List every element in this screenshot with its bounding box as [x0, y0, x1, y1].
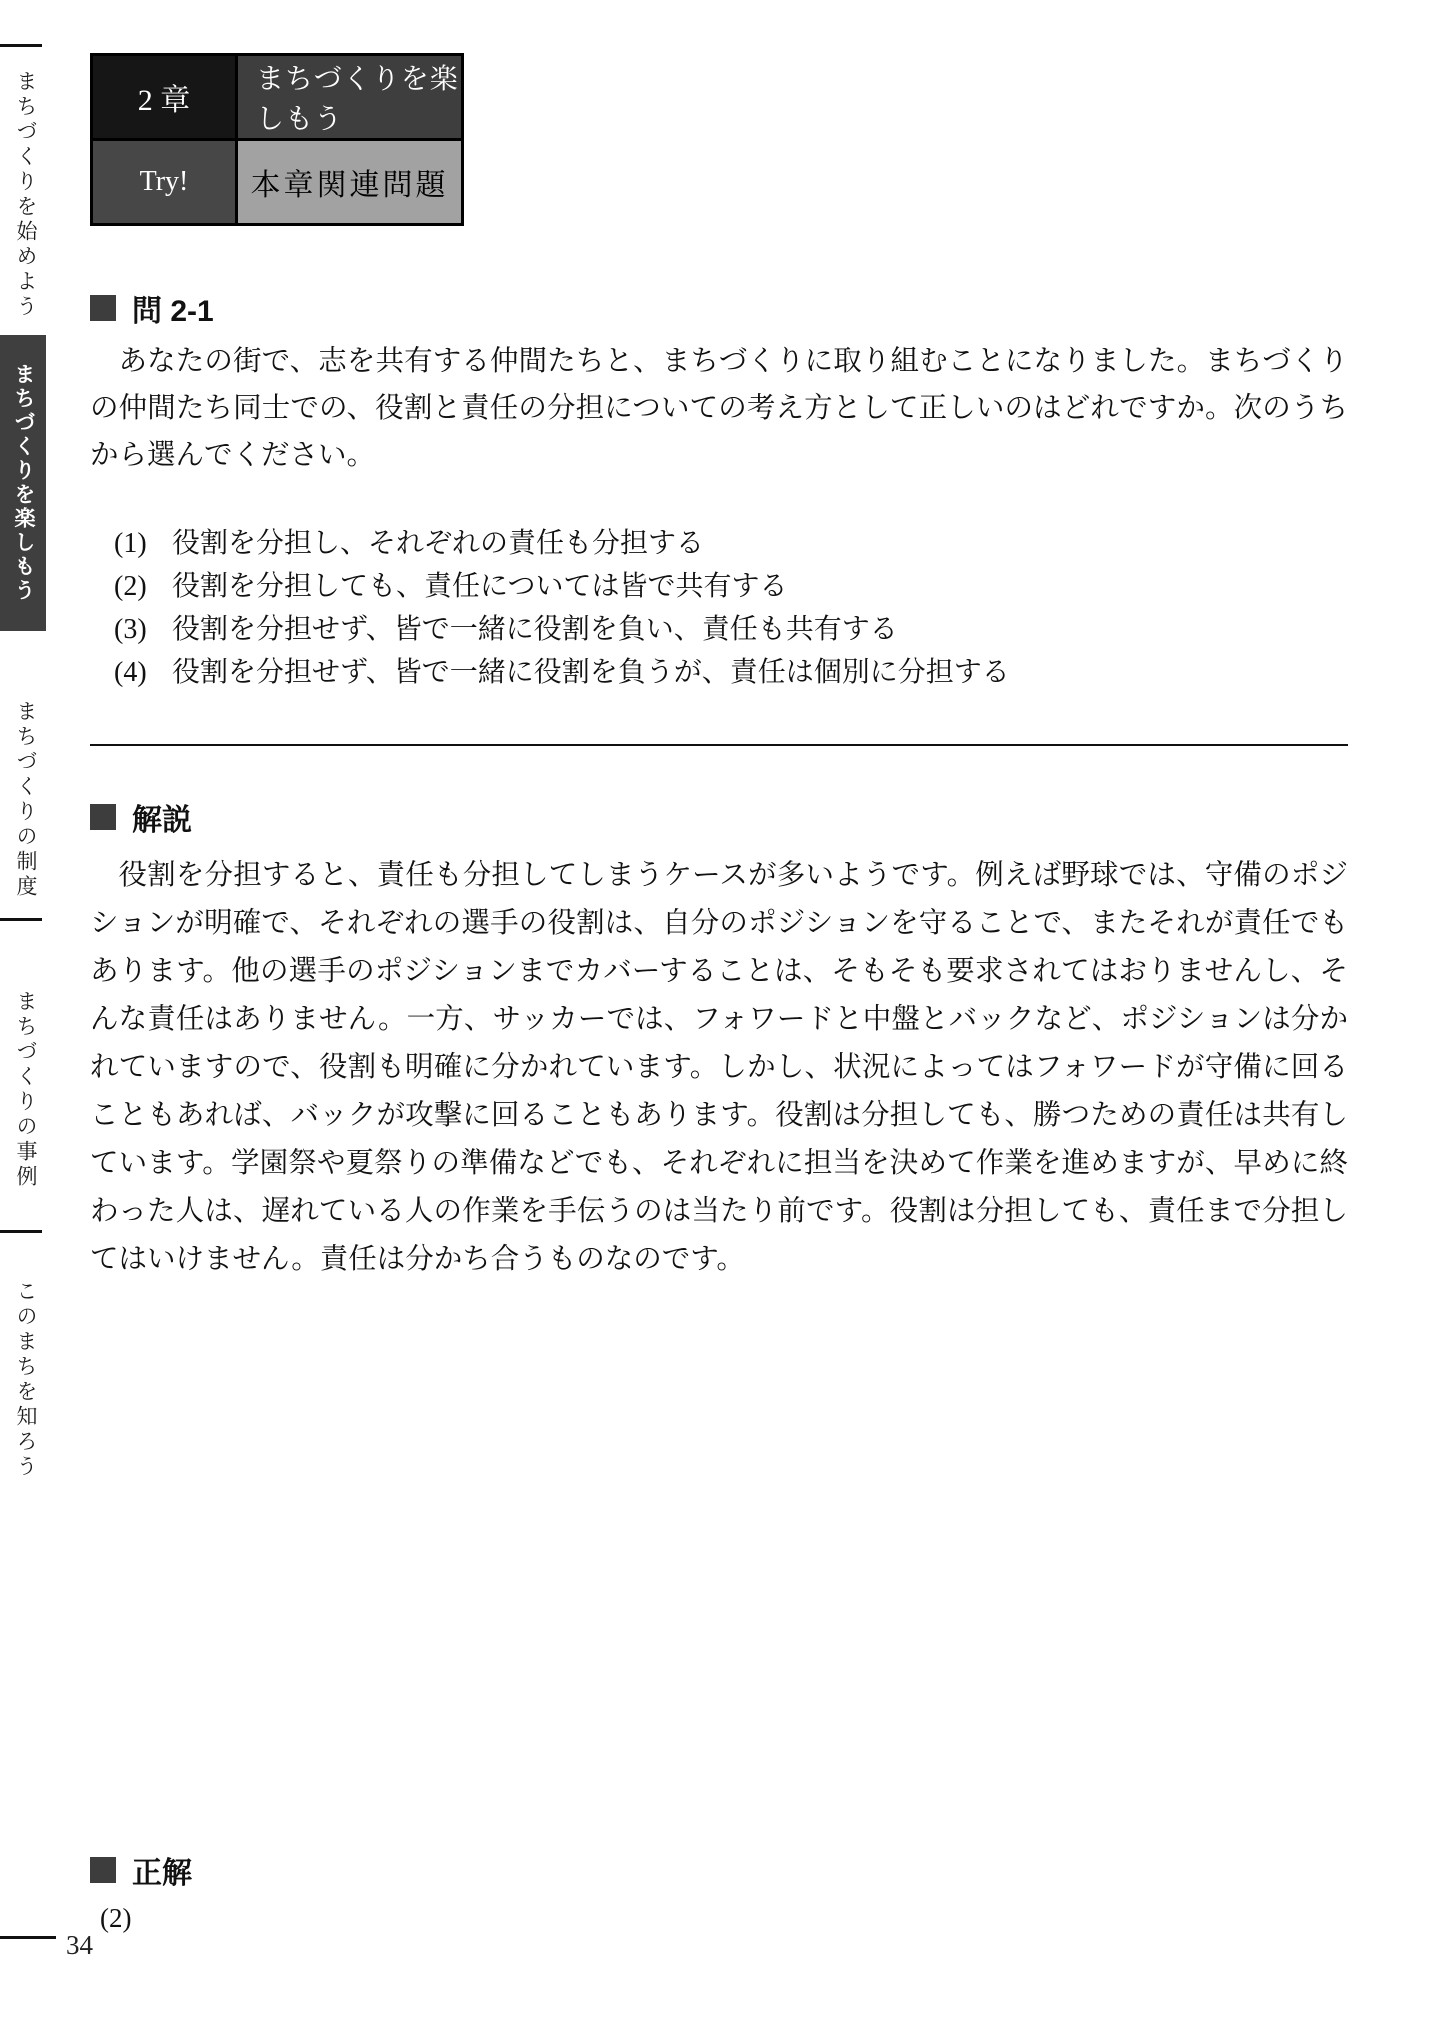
sidebar-item-seido: まちづくりの制度 [14, 700, 37, 900]
section-square-icon [90, 1857, 116, 1883]
try-title-cell: 本章関連問題 [238, 141, 461, 223]
question-heading-label: 問 2-1 [132, 295, 214, 328]
option-text: 役割を分担し、それぞれの責任も分担する [172, 528, 705, 559]
sidebar-item-tanoshimou-active [0, 335, 46, 631]
explanation-heading-label: 解説 [132, 804, 192, 837]
answer-heading-label: 正解 [132, 1857, 192, 1890]
option-text: 役割を分担せず、皆で一緒に役割を負うが、責任は個別に分担する [172, 657, 1010, 688]
sidebar-item-label: まちづくりを楽しもう [12, 363, 35, 603]
question-heading [90, 286, 214, 330]
option-1 [114, 522, 1314, 565]
section-divider [90, 744, 1348, 746]
option-text: 役割を分担しても、責任については皆で共有する [172, 571, 788, 602]
answer-heading [90, 1848, 192, 1892]
explanation-body: 役割を分担すると、責任も分担してしまうケースが多いようです。例えば野球では、守備のポジションが明確で、それぞれの選手の役割は、自分のポジションを守ることで、またそれが責任でもあります。他の選手のポジションまでカバーすることは、そもそも要求されてはおりませんし、そんな責任はありません。一方、サッカーでは、フォワードと中盤とバックなど、ポジションは分かれていますので、役割も明確に分かれています。しかし、状況によってはフォワードが守備に回ることもあれば、バックが攻撃に回ることもあります。役割は分担しても、勝つための責任は共有しています。学園祭や夏祭りの準備などでも、それぞれに担当を決めて作業を進めますが、早めに終わった人は、遅れている人の作業を手伝うのは当たり前です。役割は分担しても、責任まで分担してはいけません。責任は分かち合うものなのです。 [90, 860, 1348, 1275]
option-text: 役割を分担せず、皆で一緒に役割を負い、責任も共有する [172, 614, 898, 645]
sidebar-divider [0, 918, 42, 921]
section-square-icon [90, 295, 116, 321]
sidebar-divider [0, 1936, 56, 1939]
page-number: 34 [66, 1930, 93, 1960]
sidebar-divider [0, 1230, 42, 1233]
option-number: (4) [114, 657, 147, 688]
section-square-icon [90, 804, 116, 830]
answer-value: (2) [100, 1903, 132, 1933]
chapter-header-box [90, 53, 464, 226]
sidebar-item-jirei: まちづくりの事例 [14, 990, 37, 1190]
try-label-cell: Try! [93, 141, 235, 223]
option-list [114, 522, 1314, 694]
option-number: (1) [114, 528, 147, 559]
chapter-title-cell: まちづくりを楽しもう [238, 56, 461, 138]
explanation-heading [90, 795, 192, 839]
sidebar-divider [0, 44, 42, 47]
option-3 [114, 608, 1314, 651]
sidebar-item-hajimeyou: まちづくりを始めよう [14, 70, 37, 320]
sidebar-item-shirou: このまちを知ろう [14, 1280, 37, 1480]
option-number: (3) [114, 614, 147, 645]
option-2 [114, 565, 1314, 608]
chapter-number-cell: 2 章 [93, 56, 235, 138]
option-4 [114, 651, 1314, 694]
option-number: (2) [114, 571, 147, 602]
question-body: あなたの街で、志を共有する仲間たちと、まちづくりに取り組むことになりました。まちづくりの仲間たち同士での、役割と責任の分担についての考え方として正しいのはどれですか。次のうちから選んでください。 [90, 346, 1348, 471]
